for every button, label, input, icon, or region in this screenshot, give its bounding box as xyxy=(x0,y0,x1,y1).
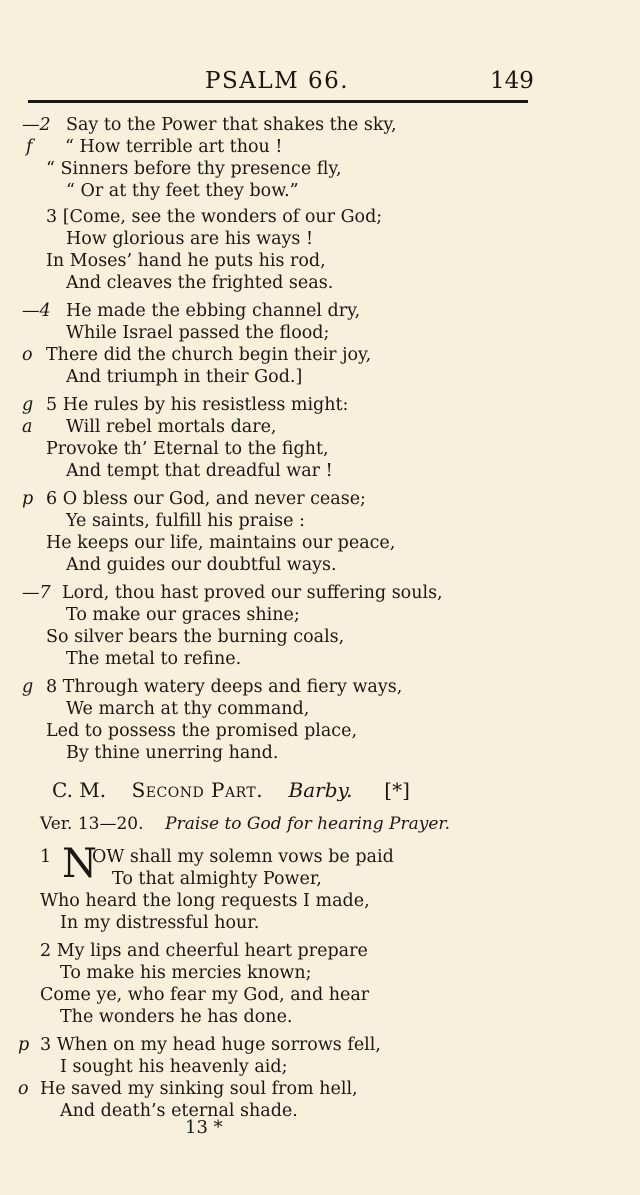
verse-range: Ver. 13—20. xyxy=(40,814,144,834)
hymn-line: Led to possess the promised place, xyxy=(46,721,358,741)
hymn-line: And death’s eternal shade. xyxy=(60,1101,298,1121)
line-mark: o xyxy=(18,1079,29,1099)
section-heading xyxy=(52,778,410,802)
hymn-line: OW shall my solemn vows be paid xyxy=(92,847,394,867)
hymn-line: Will rebel mortals dare, xyxy=(66,417,277,437)
line-mark: p xyxy=(18,1035,30,1055)
hymn-line: To that almighty Power, xyxy=(112,869,322,889)
page-number: 149 xyxy=(490,68,534,94)
hymn-line: “ Sinners before thy presence fly, xyxy=(46,159,342,179)
hymn-line: Lord, thou hast proved our suffering souls, xyxy=(62,583,443,603)
verse-range-line xyxy=(40,814,450,834)
line-mark: g xyxy=(22,395,34,415)
hymn-line: And tempt that dreadful war ! xyxy=(66,461,333,481)
hymn-line: By thine unerring hand. xyxy=(66,743,279,763)
tune-name: Barby. xyxy=(288,778,353,802)
line-mark: f xyxy=(26,137,33,157)
line-mark: o xyxy=(22,345,33,365)
hymn-line: 3 [Come, see the wonders of our God; xyxy=(46,207,383,227)
part-label: Second Part. xyxy=(131,778,264,802)
hymn-line: The metal to refine. xyxy=(66,649,242,669)
hymn-line: While Israel passed the flood; xyxy=(66,323,330,343)
line-mark: —2 xyxy=(22,115,51,135)
hymn-line: He saved my sinking soul from hell, xyxy=(40,1079,358,1099)
line-mark: —7 xyxy=(22,583,51,603)
hymn-line: How glorious are his ways ! xyxy=(66,229,313,249)
meter: C. M. xyxy=(52,778,107,802)
hymn-line: 2 My lips and cheerful heart prepare xyxy=(40,941,368,961)
line-mark: g xyxy=(22,677,34,697)
hymn-line: To make our graces shine; xyxy=(66,605,300,625)
line-mark: —4 xyxy=(22,301,51,321)
hymn-line: To make his mercies known; xyxy=(60,963,312,983)
hymn-line: 6 O bless our God, and never cease; xyxy=(46,489,366,509)
drop-cap: N xyxy=(62,841,97,887)
line-mark: a xyxy=(22,417,33,437)
tune-note: [*] xyxy=(384,778,410,802)
hymn-line: Who heard the long requests I made, xyxy=(40,891,370,911)
hymn-line: And guides our doubtful ways. xyxy=(66,555,337,575)
hymn-line: Say to the Power that shakes the sky, xyxy=(66,115,397,135)
hymn-line: And cleaves the frighted seas. xyxy=(66,273,334,293)
hymn-line: 5 He rules by his resistless might: xyxy=(46,395,349,415)
hymn-line: He made the ebbing channel dry, xyxy=(66,301,361,321)
hymn-line: In Moses’ hand he puts his rod, xyxy=(46,251,326,271)
page-title: PSALM 66. xyxy=(205,68,350,94)
signature-mark: 13 * xyxy=(185,1117,223,1138)
hymn-line: I sought his heavenly aid; xyxy=(60,1057,288,1077)
section-subtitle: Praise to God for hearing Prayer. xyxy=(165,814,451,834)
hymn-line: We march at thy command, xyxy=(66,699,310,719)
hymn-line: 3 When on my head huge sorrows fell, xyxy=(40,1035,381,1055)
hymn-line: And triumph in their God.] xyxy=(66,367,303,387)
line-mark: p xyxy=(22,489,34,509)
hymn-line: “ Or at thy feet they bow.” xyxy=(66,181,299,201)
hymn-line: 8 Through watery deeps and fiery ways, xyxy=(46,677,403,697)
hymn-line: The wonders he has done. xyxy=(60,1007,293,1027)
hymn-line: “ How terrible art thou ! xyxy=(65,137,283,157)
hymn-line: In my distressful hour. xyxy=(60,913,260,933)
hymn-line: Ye saints, fulfill his praise : xyxy=(66,511,305,531)
verse-number: 1 xyxy=(40,847,52,867)
hymn-line: So silver bears the burning coals, xyxy=(46,627,345,647)
hymn-line: He keeps our life, maintains our peace, xyxy=(46,533,396,553)
hymn-line: Come ye, who fear my God, and hear xyxy=(40,985,370,1005)
header-rule xyxy=(28,100,528,103)
hymn-line: Provoke th’ Eternal to the fight, xyxy=(46,439,329,459)
hymn-line: There did the church begin their joy, xyxy=(46,345,372,365)
